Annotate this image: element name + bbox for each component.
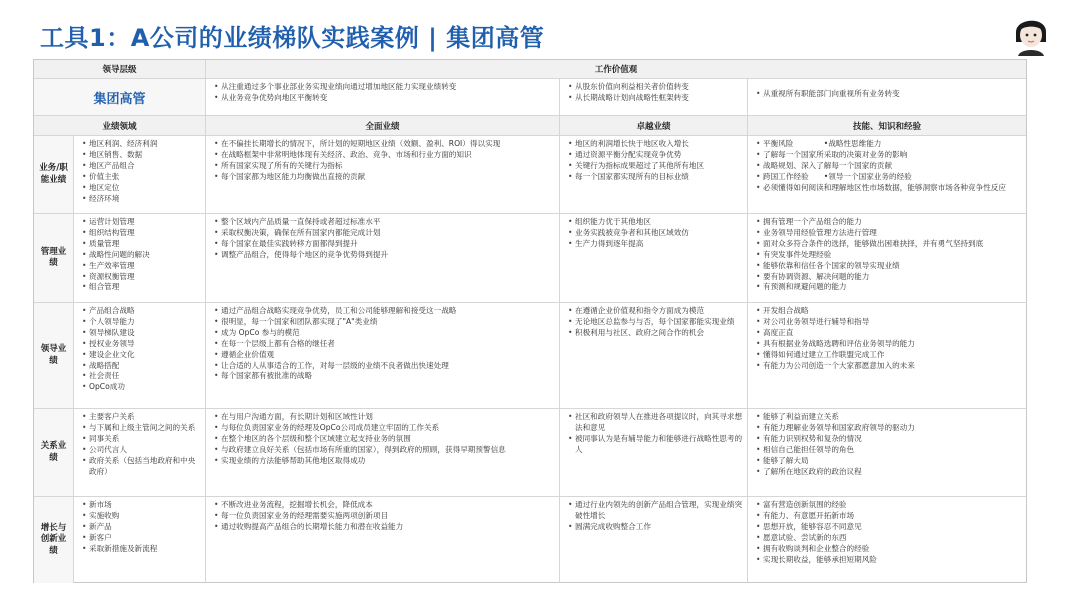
row-label: 管理业绩 <box>40 246 67 268</box>
list-item: • 在不偏挂长期增长的情况下，所计划的短期地区业绩（效额、盈利、ROI）得以实现 <box>214 139 555 150</box>
domain-list <box>74 303 205 395</box>
list-item: • 地区销售、数据 <box>82 150 201 161</box>
list-item: • 从重视所有职能部门向重视所有业务转变 <box>756 89 1022 100</box>
list-item: • 领导梯队建设 <box>82 328 201 339</box>
list-item: • 个人领导能力 <box>82 317 201 328</box>
list-item: • 有能力识别权势和复杂的情况 <box>756 434 1022 445</box>
excellent-list <box>560 497 747 535</box>
list-item: • 不断改进业务流程，挖掘增长机会，降低成本 <box>214 500 555 511</box>
full-list <box>206 214 559 263</box>
table-row <box>34 497 1026 583</box>
list-item: • 很明显，每一个国家和团队都实现了"A"类业绩 <box>214 317 555 328</box>
table-subheader-row <box>34 116 1026 136</box>
list-item: • 与政府建立良好关系（包括市场有所重的国家），得到政府的照顾，获得早期预警信息 <box>214 445 555 456</box>
list-item: • 通过资源平衡分配实现竞争优势 <box>568 150 743 161</box>
list-item: • 每个国家都为地区能力均衡做出直接的贡献 <box>214 172 555 183</box>
list-item: • 与每位负责国家业务的经理及OpCo公司成员建立牢固的工作关系 <box>214 423 555 434</box>
list-item: • 从股东价值向利益相关者价值转变 <box>568 82 743 93</box>
skills-list <box>748 497 1026 567</box>
header-skills: 技能、知识和经验 <box>852 121 921 132</box>
list-item: • 采取权衡决策，确保在所有国家内都能完成计划 <box>214 228 555 239</box>
list-item: • 思想开放，能够容忍不同意见 <box>756 522 1022 533</box>
list-item: • 相信自己能担任领导的角色 <box>756 445 1022 456</box>
list-item: • 战略性问题的解决 <box>82 250 201 261</box>
row-label: 增长与创新业绩 <box>40 522 67 556</box>
list-item: • 地区定位 <box>82 183 201 194</box>
list-item: • 地区利润、经济利润 <box>82 139 201 150</box>
list-item: • 无论地区总监参与与否，每个国家都能实现业绩 <box>568 317 743 328</box>
table-row <box>34 409 1026 497</box>
excellent-list <box>560 409 747 458</box>
group-row <box>34 79 1026 116</box>
list-item: • 有预测和规避问题的能力 <box>756 282 1022 293</box>
table-row <box>34 214 1026 303</box>
list-item: • 通过行业内领先的创新产品组合管理，实现业绩突破性增长 <box>568 500 743 522</box>
list-item: • 从注重通过多个事业部业务实现业绩向通过增加地区能力实现业绩转变 <box>214 82 555 93</box>
list-item: • 让合适的人从事适合的工作，对每一层级的业绩不良者做出快速处理 <box>214 361 555 372</box>
list-item: • 能够依靠和信任各个国家的领导实现业绩 <box>756 261 1022 272</box>
row-label: 关系业绩 <box>40 441 67 463</box>
list-item: • 业务实践被竞争者和其他区域效仿 <box>568 228 743 239</box>
list-item: • 在与用户沟通方面，有长期计划和区域性计划 <box>214 412 555 423</box>
list-item: • 每个国家在最佳实践转移方面都得到提升 <box>214 239 555 250</box>
list-item: • 有能力、有意愿开拓新市场 <box>756 511 1022 522</box>
list-item: • 了解每一个国家所采取的决策对业务的影响 <box>756 150 1022 161</box>
list-item: • 从长期战略计划向战略性框架转变 <box>568 93 743 104</box>
list-item: • 愿意试验、尝试新的东西 <box>756 533 1022 544</box>
table-row <box>34 303 1026 409</box>
domain-list <box>74 214 205 295</box>
list-item: • 与下属和上级主管间之间的关系 <box>82 423 201 434</box>
excellent-list <box>560 214 747 252</box>
list-item: • 有能力理解业务领导和国家政府领导的驱动力 <box>756 423 1022 434</box>
list-item: • 新客户 <box>82 533 201 544</box>
list-item: • 授权业务领导 <box>82 339 201 350</box>
list-item: • 跨国工作经验 •领导一个国家业务的经验 <box>756 172 1022 183</box>
list-item: • 必须懂得如何阅读和理解地区性市场数据，能够洞察市场各种竞争性反应 <box>756 183 1022 194</box>
avatar-icon <box>1012 12 1050 56</box>
list-item: • 每个国家都有被批准的战略 <box>214 371 555 382</box>
list-item: • 新市场 <box>82 500 201 511</box>
list-item: • 社区和政府领导人在推进各项提议时，向其寻求想法和意见 <box>568 412 743 434</box>
skills-list <box>748 214 1026 295</box>
list-item: • 地区的利润增长快于地区收入增长 <box>568 139 743 150</box>
list-item: • 通过收购提高产品组合的长期增长能力和潜在收益能力 <box>214 522 555 533</box>
list-item: • 关键行为指标成果超过了其他所有地区 <box>568 161 743 172</box>
list-item: • 在每一个层级上都有合格的继任者 <box>214 339 555 350</box>
list-item: • 积极利用与社区、政府之间合作的机会 <box>568 328 743 339</box>
list-item: • 业务领导用经验管理方法进行管理 <box>756 228 1022 239</box>
list-item: • 具有根据业务战略选聘和评估业务领导的能力 <box>756 339 1022 350</box>
full-list <box>206 303 559 384</box>
list-item: • 要有协调资源、解决问题的能力 <box>756 272 1022 283</box>
list-item: • 运营计划管理 <box>82 217 201 228</box>
list-item: • 被同事认为是有辅导能力和能够进行战略性思考的人 <box>568 434 743 456</box>
list-item: • 地区产品组合 <box>82 161 201 172</box>
list-item: • 每一位负责国家业务的经理需要实施两项创新项目 <box>214 511 555 522</box>
list-item: • 有突发事件处理经验 <box>756 250 1022 261</box>
list-item: • 能够了利益而建立关系 <box>756 412 1022 423</box>
group-name: 集团高管 <box>34 79 206 115</box>
excellent-list <box>560 303 747 341</box>
list-item: • 平衡风险 •战略性思维能力 <box>756 139 1022 150</box>
page-title: 工具1：A公司的业绩梯队实践案例 | 集团高管 <box>40 24 545 52</box>
list-item: • 高度正直 <box>756 328 1022 339</box>
list-item: • 生产力得到逐年提高 <box>568 239 743 250</box>
list-item: • 拥有收购谈判和企业整合的经验 <box>756 544 1022 555</box>
list-item: • 在战略框架中非常明地体现有关经济、政治、竞争、市场和行业方面的知识 <box>214 150 555 161</box>
list-item: • 通过产品组合战略实现竞争优势，员工和公司能够理解和接受这一战略 <box>214 306 555 317</box>
skills-list <box>748 303 1026 373</box>
row-label: 业务/职能业绩 <box>39 163 68 185</box>
list-item: • 有能力为公司创造一个大家都愿意加入的未来 <box>756 361 1022 372</box>
list-item: • OpCo成功 <box>82 382 201 393</box>
list-item: • 富有营造创新氛围的经验 <box>756 500 1022 511</box>
list-item: • 组织结构管理 <box>82 228 201 239</box>
list-item: • 了解所在地区政府的政治议程 <box>756 467 1022 478</box>
excellent-list <box>560 136 747 185</box>
list-item: • 拥有管理一个产品组合的能力 <box>756 217 1022 228</box>
full-list <box>206 497 559 535</box>
list-item: • 同事关系 <box>82 434 201 445</box>
full-list <box>206 409 559 469</box>
list-item: • 社会责任 <box>82 371 201 382</box>
domain-list <box>74 497 205 557</box>
list-item: • 每一个国家都实现所有的目标业绩 <box>568 172 743 183</box>
domain-list <box>74 409 205 479</box>
skills-list <box>748 409 1026 479</box>
list-item: • 价值主张 <box>82 172 201 183</box>
list-item: • 实现业绩的方法能够帮助其他地区取得成功 <box>214 456 555 467</box>
list-item: • 调整产品组合，使得每个地区的竞争优势得到提升 <box>214 250 555 261</box>
list-item: • 建设企业文化 <box>82 350 201 361</box>
domain-list <box>74 136 205 206</box>
list-item: • 在遵循企业价值观和指令方面成为模范 <box>568 306 743 317</box>
list-item: • 新产品 <box>82 522 201 533</box>
list-item: • 公司代言人 <box>82 445 201 456</box>
list-item: • 从业务竞争优势向地区平衡转变 <box>214 93 555 104</box>
full-list <box>206 136 559 185</box>
list-item: • 在整个地区的各个层级和整个区域建立起支持业务的氛围 <box>214 434 555 445</box>
list-item: • 能够了解大局 <box>756 456 1022 467</box>
row-label: 领导业绩 <box>40 344 67 366</box>
list-item: • 整个区域内产品质量一直保持或者超过标准水平 <box>214 217 555 228</box>
performance-table <box>33 59 1027 583</box>
list-item: • 政府关系（包括当地政府和中央政府） <box>82 456 201 478</box>
list-item: • 组织能力优于其他地区 <box>568 217 743 228</box>
list-item: • 成为 OpCo 参与的模范 <box>214 328 555 339</box>
list-item: • 开发组合战略 <box>756 306 1022 317</box>
list-item: • 对公司业务领导进行辅导和指导 <box>756 317 1022 328</box>
list-item: • 战略规划、深入了解每一个国家的贡献 <box>756 161 1022 172</box>
list-item: • 面对众多符合条件的选择，能够做出困难抉择，并有勇气坚持到底 <box>756 239 1022 250</box>
list-item: • 主要客户关系 <box>82 412 201 423</box>
list-item: • 战略搭配 <box>82 361 201 372</box>
header-domain: 业绩领域 <box>34 116 206 135</box>
list-item: • 资源权衡管理 <box>82 272 201 283</box>
header-leadership-level: 领导层级 <box>34 60 206 78</box>
list-item: • 所有国家实现了所有的关键行为指标 <box>214 161 555 172</box>
list-item: • 生产效率管理 <box>82 261 201 272</box>
list-item: • 产品组合战略 <box>82 306 201 317</box>
list-item: • 圆满完成收购整合工作 <box>568 522 743 533</box>
list-item: • 组合管理 <box>82 282 201 293</box>
table-header-row <box>34 60 1026 79</box>
list-item: • 经济环境 <box>82 194 201 205</box>
header-work-values: 工作价值观 <box>594 65 638 75</box>
list-item: • 实施收购 <box>82 511 201 522</box>
table-row <box>34 136 1026 214</box>
skills-list <box>748 136 1026 196</box>
list-item: • 遵循企业价值观 <box>214 350 555 361</box>
list-item: • 采取新措施及新流程 <box>82 544 201 555</box>
list-item: • 懂得如何通过建立工作联盟完成工作 <box>756 350 1022 361</box>
list-item: • 质量管理 <box>82 239 201 250</box>
header-excellent-performance: 卓越业绩 <box>560 116 748 135</box>
header-full-performance: 全面业绩 <box>206 116 560 135</box>
list-item: • 实现长期收益，能够承担短期风险 <box>756 555 1022 566</box>
